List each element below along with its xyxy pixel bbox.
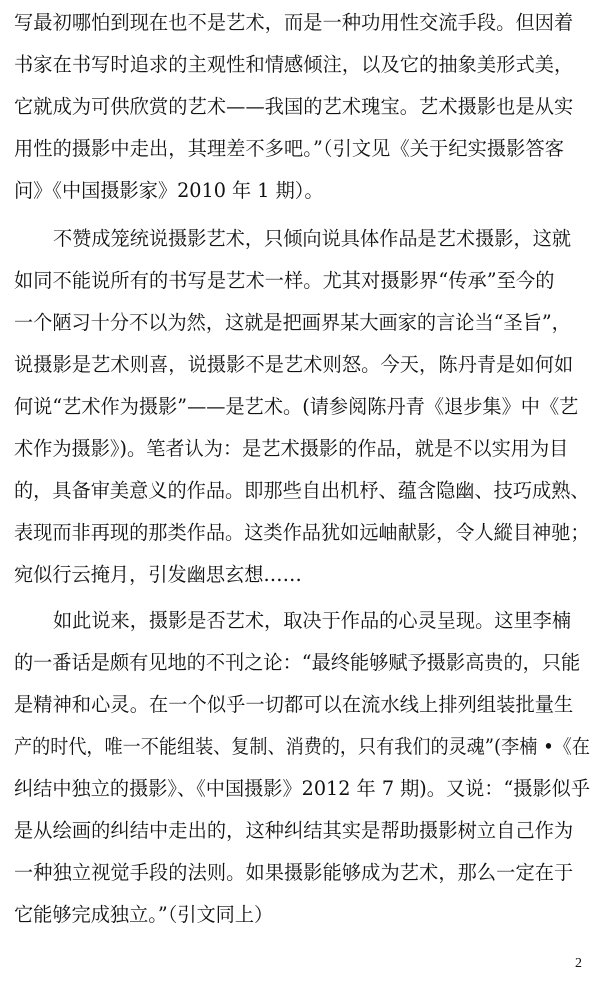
text-line: 用性的摄影中走出，其理差不多吧。”（引文见《关于纪实摄影答客	[14, 137, 565, 160]
text-line: 一种独立视觉手段的法则。如果摄影能够成为艺术，那么一定在于	[14, 861, 574, 884]
text-line: 书家在书写时追求的主观性和情感倾注，以及它的抽象美形式美，	[14, 53, 574, 76]
text-line: 何说“艺术作为摄影”——是艺术。(请参阅陈丹青《退步集》中《艺	[14, 395, 579, 418]
text-line: 它就成为可供欣赏的艺术——我国的艺术瑰宝。艺术摄影也是从实	[14, 95, 574, 118]
text-line: 表现而非再现的那类作品。这类作品犹如远岫献影，令人縱目神驰；	[14, 521, 590, 544]
text-line: 写最初哪怕到现在也不是艺术，而是一种功用性交流手段。但因着	[14, 11, 574, 34]
text-line: 说摄影是艺术则喜，说摄影不是艺术则怒。今天，陈丹青是如何如	[14, 353, 574, 376]
text-line: 如同不能说所有的书写是艺术一样。尤其对摄影界“传承”至今的	[14, 269, 555, 292]
text-line: 一个陋习十分不以为然，这就是把画界某大画家的言论当“圣旨”，	[14, 311, 571, 334]
text-line: 的，具备审美意义的作品。即那些自出机杼、蕴含隐幽、技巧成熟、	[14, 479, 590, 502]
text-line: 如此说来，摄影是否艺术，取决于作品的心灵呈现。这里李楠	[53, 609, 572, 632]
text-line: 是从绘画的纠结中走出的，这种纠结其实是帮助摄影树立自己作为	[14, 819, 574, 842]
text-line: 是精神和心灵。在一个似乎一切都可以在流水线上排列组装批量生	[14, 693, 574, 716]
text-line: 问》《中国摄影家》2010 年 1 期）。	[14, 179, 324, 202]
text-line: 它能够完成独立。”（引文同上）	[14, 903, 274, 926]
text-line: 不赞成笼统说摄影艺术，只倾向说具体作品是艺术摄影，这就	[53, 227, 572, 250]
text-line: 纠结中独立的摄影》、《中国摄影》2012 年 7 期)。又说：“摄影似乎	[14, 777, 591, 800]
text-line: 术作为摄影》)。笔者认为：是艺术摄影的作品，就是不以实用为目	[14, 437, 569, 460]
text-line: 的一番话是颇有见地的不刊之论：“最终能够赋予摄影高贵的，只能	[14, 651, 581, 674]
page-number: 2	[575, 956, 582, 971]
text-line: 产的时代，唯一不能组装、复制、消费的，只有我们的灵魂”(李楠 •《在	[14, 735, 590, 758]
text-line: 宛似行云掩月，引发幽思玄想……	[14, 563, 302, 586]
